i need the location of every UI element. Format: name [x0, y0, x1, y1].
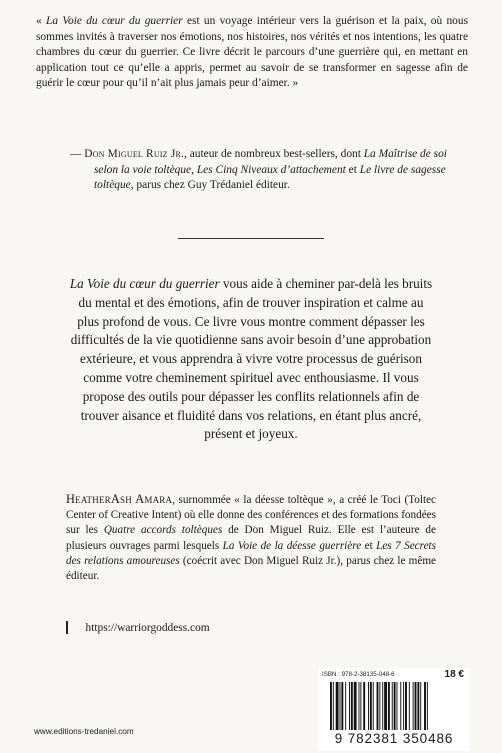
attribution-separator: et	[345, 163, 360, 176]
bio-text: (coécrit avec Don Miguel Ruiz Jr.), parus chez le même éditeur.	[66, 554, 436, 583]
bio-text: et	[361, 539, 377, 552]
attribution-author: Don Miguel Ruiz Jr.	[84, 148, 185, 160]
bio-book: Quatre accords toltèques	[103, 524, 223, 537]
attribution-dash: —	[70, 148, 85, 160]
description-book-title: La Voie du cœur du guerrier	[69, 276, 220, 291]
attribution-book: La Maîtrise de soi selon la voie toltèque	[94, 148, 447, 176]
author-bio	[66, 492, 436, 584]
quote-body: est un voyage intérieur vers la guérison et la paix, où nous sommes invités à traverser nos émotions, nos histoires, nos vérités et nos intentions, les quatre chambres du cœur du guerrier. Ce livre décrit le parcours d’une guerrière qui, en mettant en application tout ce qu’elle a appris, permet au savoir de se transformer en sagesse afin de guérir le cœur pour qu’il n’ait plus jamais peur d’aimer. »	[36, 15, 469, 90]
description-body: vous aide à cheminer par-delà les bruits du mental et des émotions, afin de trouver inspiration et calme au plus profond de vous. Ce livre vous montre comment dépasser les difficultés de la vie quotidienne sans avoir besoin d’une approbation extérieure, et vous apprendra à vivre votre processus de guérison comme votre cheminement spirituel avec enthousiasme. Il vous propose des outils pour dépasser les conflits relationnels afin de trouver aisance et fluidité dans vos relations, en étant plus ancré, présent et joyeux.	[70, 276, 433, 442]
endorsement-quote	[36, 14, 468, 92]
attribution-text: , auteur de nombreux best-sellers, dont	[184, 148, 364, 160]
barcode-icon	[322, 682, 466, 732]
quote-open: «	[36, 15, 46, 27]
divider-rule	[178, 238, 324, 239]
bio-book: La Voie de la déesse guerrière	[222, 539, 362, 552]
book-description	[66, 275, 436, 444]
isbn-label: ISBN : 978-2-38135-048-6	[322, 671, 395, 678]
author-website[interactable]	[66, 621, 210, 634]
bio-book: Les 7 Secrets des relations amoureuses	[66, 539, 436, 567]
attribution-text: , parus chez Guy Trédaniel éditeur.	[130, 179, 290, 192]
attribution-book: Le livre de sagesse toltèque	[94, 163, 446, 192]
website-link[interactable]: https://warriorgoddess.com	[85, 621, 210, 634]
website-bar-icon	[66, 621, 68, 634]
quote-book-title: La Voie du cœur du guerrier	[46, 15, 183, 27]
barcode-digits: 9 782381 350486	[334, 731, 454, 746]
endorsement-attribution	[70, 147, 468, 194]
price-label: 18 €	[444, 669, 464, 680]
bio-text: , surnommée « la déesse toltèque », a créé le Toci (Toltec Center of Creative Intent) où elle donne des conférences et des formations fondées sur les	[66, 494, 437, 537]
bio-text: de Don Miguel Ruiz. Elle est l’auteure de plusieurs ouvrages parmi lesquels	[66, 524, 436, 552]
attribution-separator: ,	[191, 163, 197, 176]
publisher-website[interactable]: www.editions-tredaniel.com	[34, 727, 134, 736]
attribution-book: Les Cinq Niveaux d’attachement	[196, 163, 346, 176]
author-name: HeatherAsh Amara	[66, 492, 173, 506]
barcode-panel	[318, 668, 470, 751]
